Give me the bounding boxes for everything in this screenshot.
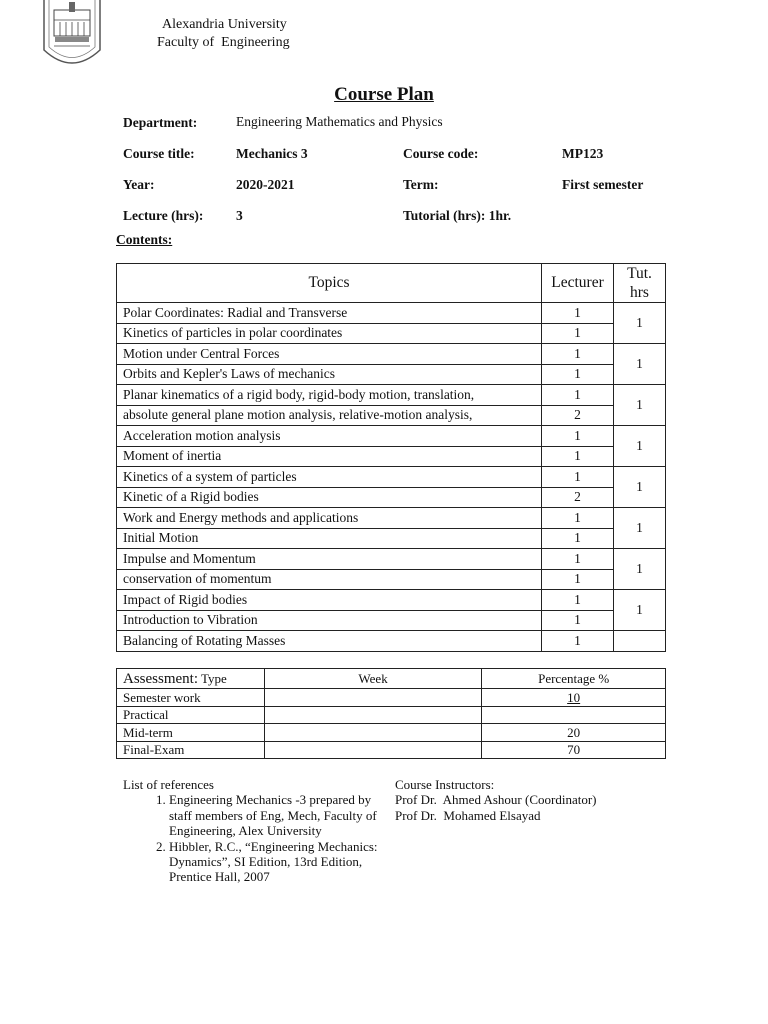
tut-hrs-cell: 1 xyxy=(614,467,666,508)
lecturer-cell: 1 xyxy=(542,385,614,406)
topic-cell: Initial Motion xyxy=(117,528,542,549)
course-code-value: MP123 xyxy=(562,146,604,161)
table-row xyxy=(117,590,666,611)
lecturer-cell: 1 xyxy=(542,508,614,529)
tutorial-hours-label: Tutorial (hrs): 1hr. xyxy=(403,208,512,223)
instructors-section xyxy=(395,777,675,823)
tut-hrs-cell: 1 xyxy=(614,426,666,467)
table-row xyxy=(117,467,666,488)
term-label: Term: xyxy=(403,177,439,192)
assessment-percentage-cell: 10 xyxy=(482,689,666,707)
department-value: Engineering Mathematics and Physics xyxy=(236,114,443,129)
topic-cell: Kinetics of a system of particles xyxy=(117,467,542,488)
lecture-hours-label: Lecture (hrs): xyxy=(123,208,204,223)
table-row xyxy=(117,364,666,385)
table-row xyxy=(117,446,666,467)
week-header: Week xyxy=(264,669,481,689)
topics-table xyxy=(116,263,666,652)
lecturer-cell: 1 xyxy=(542,446,614,467)
instructors-list xyxy=(395,792,675,823)
table-row xyxy=(117,741,666,759)
topic-cell: Planar kinematics of a rigid body, rigid-body motion, translation, xyxy=(117,385,542,406)
topic-cell: Balancing of Rotating Masses xyxy=(117,631,542,652)
type-header-label: Type xyxy=(198,670,227,686)
references-section xyxy=(123,777,385,885)
assessment-type-header xyxy=(117,669,265,689)
references-list xyxy=(123,792,385,884)
reference-item: 1. Engineering Mechanics -3 prepared by staff members of Eng, Mech, Faculty of Engineering, Alex University xyxy=(169,792,385,838)
topic-cell: Motion under Central Forces xyxy=(117,344,542,365)
lecturer-cell: 2 xyxy=(542,487,614,508)
assessment-week-cell xyxy=(264,689,481,707)
topic-cell: Polar Coordinates: Radial and Transverse xyxy=(117,303,542,324)
table-row xyxy=(117,385,666,406)
lecturer-cell: 1 xyxy=(542,426,614,447)
table-row xyxy=(117,689,666,707)
department-label: Department: xyxy=(123,115,198,130)
course-title-label: Course title: xyxy=(123,146,195,161)
lecturer-cell: 1 xyxy=(542,364,614,385)
assessment-percentage-cell xyxy=(482,706,666,724)
table-row xyxy=(117,549,666,570)
instructor-name: Prof Dr. Ahmed Ashour (Coordinator) xyxy=(395,792,597,808)
tut-hrs-cell: 1 xyxy=(614,590,666,631)
university-name: Alexandria University xyxy=(162,17,287,32)
tut-hrs-header: Tut. hrs xyxy=(614,264,666,303)
assessment-week-cell xyxy=(264,741,481,759)
instructors-heading: Course Instructors: xyxy=(395,777,495,792)
assessment-type-cell: Semester work xyxy=(117,689,265,707)
table-row xyxy=(117,508,666,529)
year-label: Year: xyxy=(123,177,155,192)
table-row xyxy=(117,303,666,324)
topics-header: Topics xyxy=(117,264,542,303)
percentage-header: Percentage % xyxy=(482,669,666,689)
references-heading: List of references xyxy=(123,777,214,792)
assessment-type-cell: Final-Exam xyxy=(117,741,265,759)
topic-cell: Kinetics of particles in polar coordinates xyxy=(117,323,542,344)
table-row xyxy=(117,344,666,365)
term-value: First semester xyxy=(562,177,644,192)
table-row xyxy=(117,323,666,344)
tut-hrs-cell: 1 xyxy=(614,385,666,426)
table-row xyxy=(117,569,666,590)
assessment-percentage-cell: 70 xyxy=(482,741,666,759)
tut-hrs-cell: 1 xyxy=(614,549,666,590)
topic-cell: Introduction to Vibration xyxy=(117,610,542,631)
course-title-value: Mechanics 3 xyxy=(236,146,308,161)
table-row xyxy=(117,610,666,631)
assessment-week-cell xyxy=(264,706,481,724)
lecturer-cell: 1 xyxy=(542,610,614,631)
lecturer-cell: 1 xyxy=(542,549,614,570)
topic-cell: Moment of inertia xyxy=(117,446,542,467)
table-row xyxy=(117,631,666,652)
page-title: Course Plan xyxy=(334,84,434,105)
assessment-percentage-cell: 20 xyxy=(482,724,666,742)
lecturer-cell: 1 xyxy=(542,631,614,652)
table-row xyxy=(117,706,666,724)
lecturer-cell: 1 xyxy=(542,467,614,488)
table-row xyxy=(117,405,666,426)
instructor-name: Prof Dr. Mohamed Elsayad xyxy=(395,807,541,823)
tut-hrs-cell: 1 xyxy=(614,508,666,549)
topic-cell: absolute general plane motion analysis, relative-motion analysis, xyxy=(117,405,542,426)
lecturer-cell: 1 xyxy=(542,303,614,324)
tut-hrs-cell xyxy=(614,631,666,652)
tut-hrs-cell: 1 xyxy=(614,303,666,344)
lecturer-cell: 1 xyxy=(542,569,614,590)
table-row xyxy=(117,487,666,508)
course-code-label: Course code: xyxy=(403,146,479,161)
topic-cell: conservation of momentum xyxy=(117,569,542,590)
university-logo xyxy=(40,0,104,68)
topics-table-body xyxy=(117,303,666,652)
topic-cell: Orbits and Kepler's Laws of mechanics xyxy=(117,364,542,385)
topic-cell: Kinetic of a Rigid bodies xyxy=(117,487,542,508)
reference-item: 2. Hibbler, R.C., “Engineering Mechanics: Dynamics”, SI Edition, 13rd Edition, Prentice Hall, 2007 xyxy=(169,839,385,885)
topic-cell: Impact of Rigid bodies xyxy=(117,590,542,611)
table-row xyxy=(117,426,666,447)
topic-cell: Acceleration motion analysis xyxy=(117,426,542,447)
table-row xyxy=(117,724,666,742)
contents-label: Contents: xyxy=(116,232,173,247)
assessment-table-body xyxy=(117,689,666,759)
table-row xyxy=(117,528,666,549)
tut-hrs-cell: 1 xyxy=(614,344,666,385)
assessment-week-cell xyxy=(264,724,481,742)
lecturer-cell: 1 xyxy=(542,590,614,611)
assessment-table xyxy=(116,668,666,759)
topic-cell: Impulse and Momentum xyxy=(117,549,542,570)
lecturer-header: Lecturer xyxy=(542,264,614,303)
faculty-name: Faculty of Engineering xyxy=(157,35,290,50)
lecturer-cell: 2 xyxy=(542,405,614,426)
topic-cell: Work and Energy methods and applications xyxy=(117,508,542,529)
lecturer-cell: 1 xyxy=(542,528,614,549)
lecturer-cell: 1 xyxy=(542,344,614,365)
lecture-hours-value: 3 xyxy=(236,208,243,223)
lecturer-cell: 1 xyxy=(542,323,614,344)
assessment-type-cell: Practical xyxy=(117,706,265,724)
year-value: 2020-2021 xyxy=(236,177,295,192)
assessment-header-label: Assessment: xyxy=(123,670,198,687)
assessment-type-cell: Mid-term xyxy=(117,724,265,742)
